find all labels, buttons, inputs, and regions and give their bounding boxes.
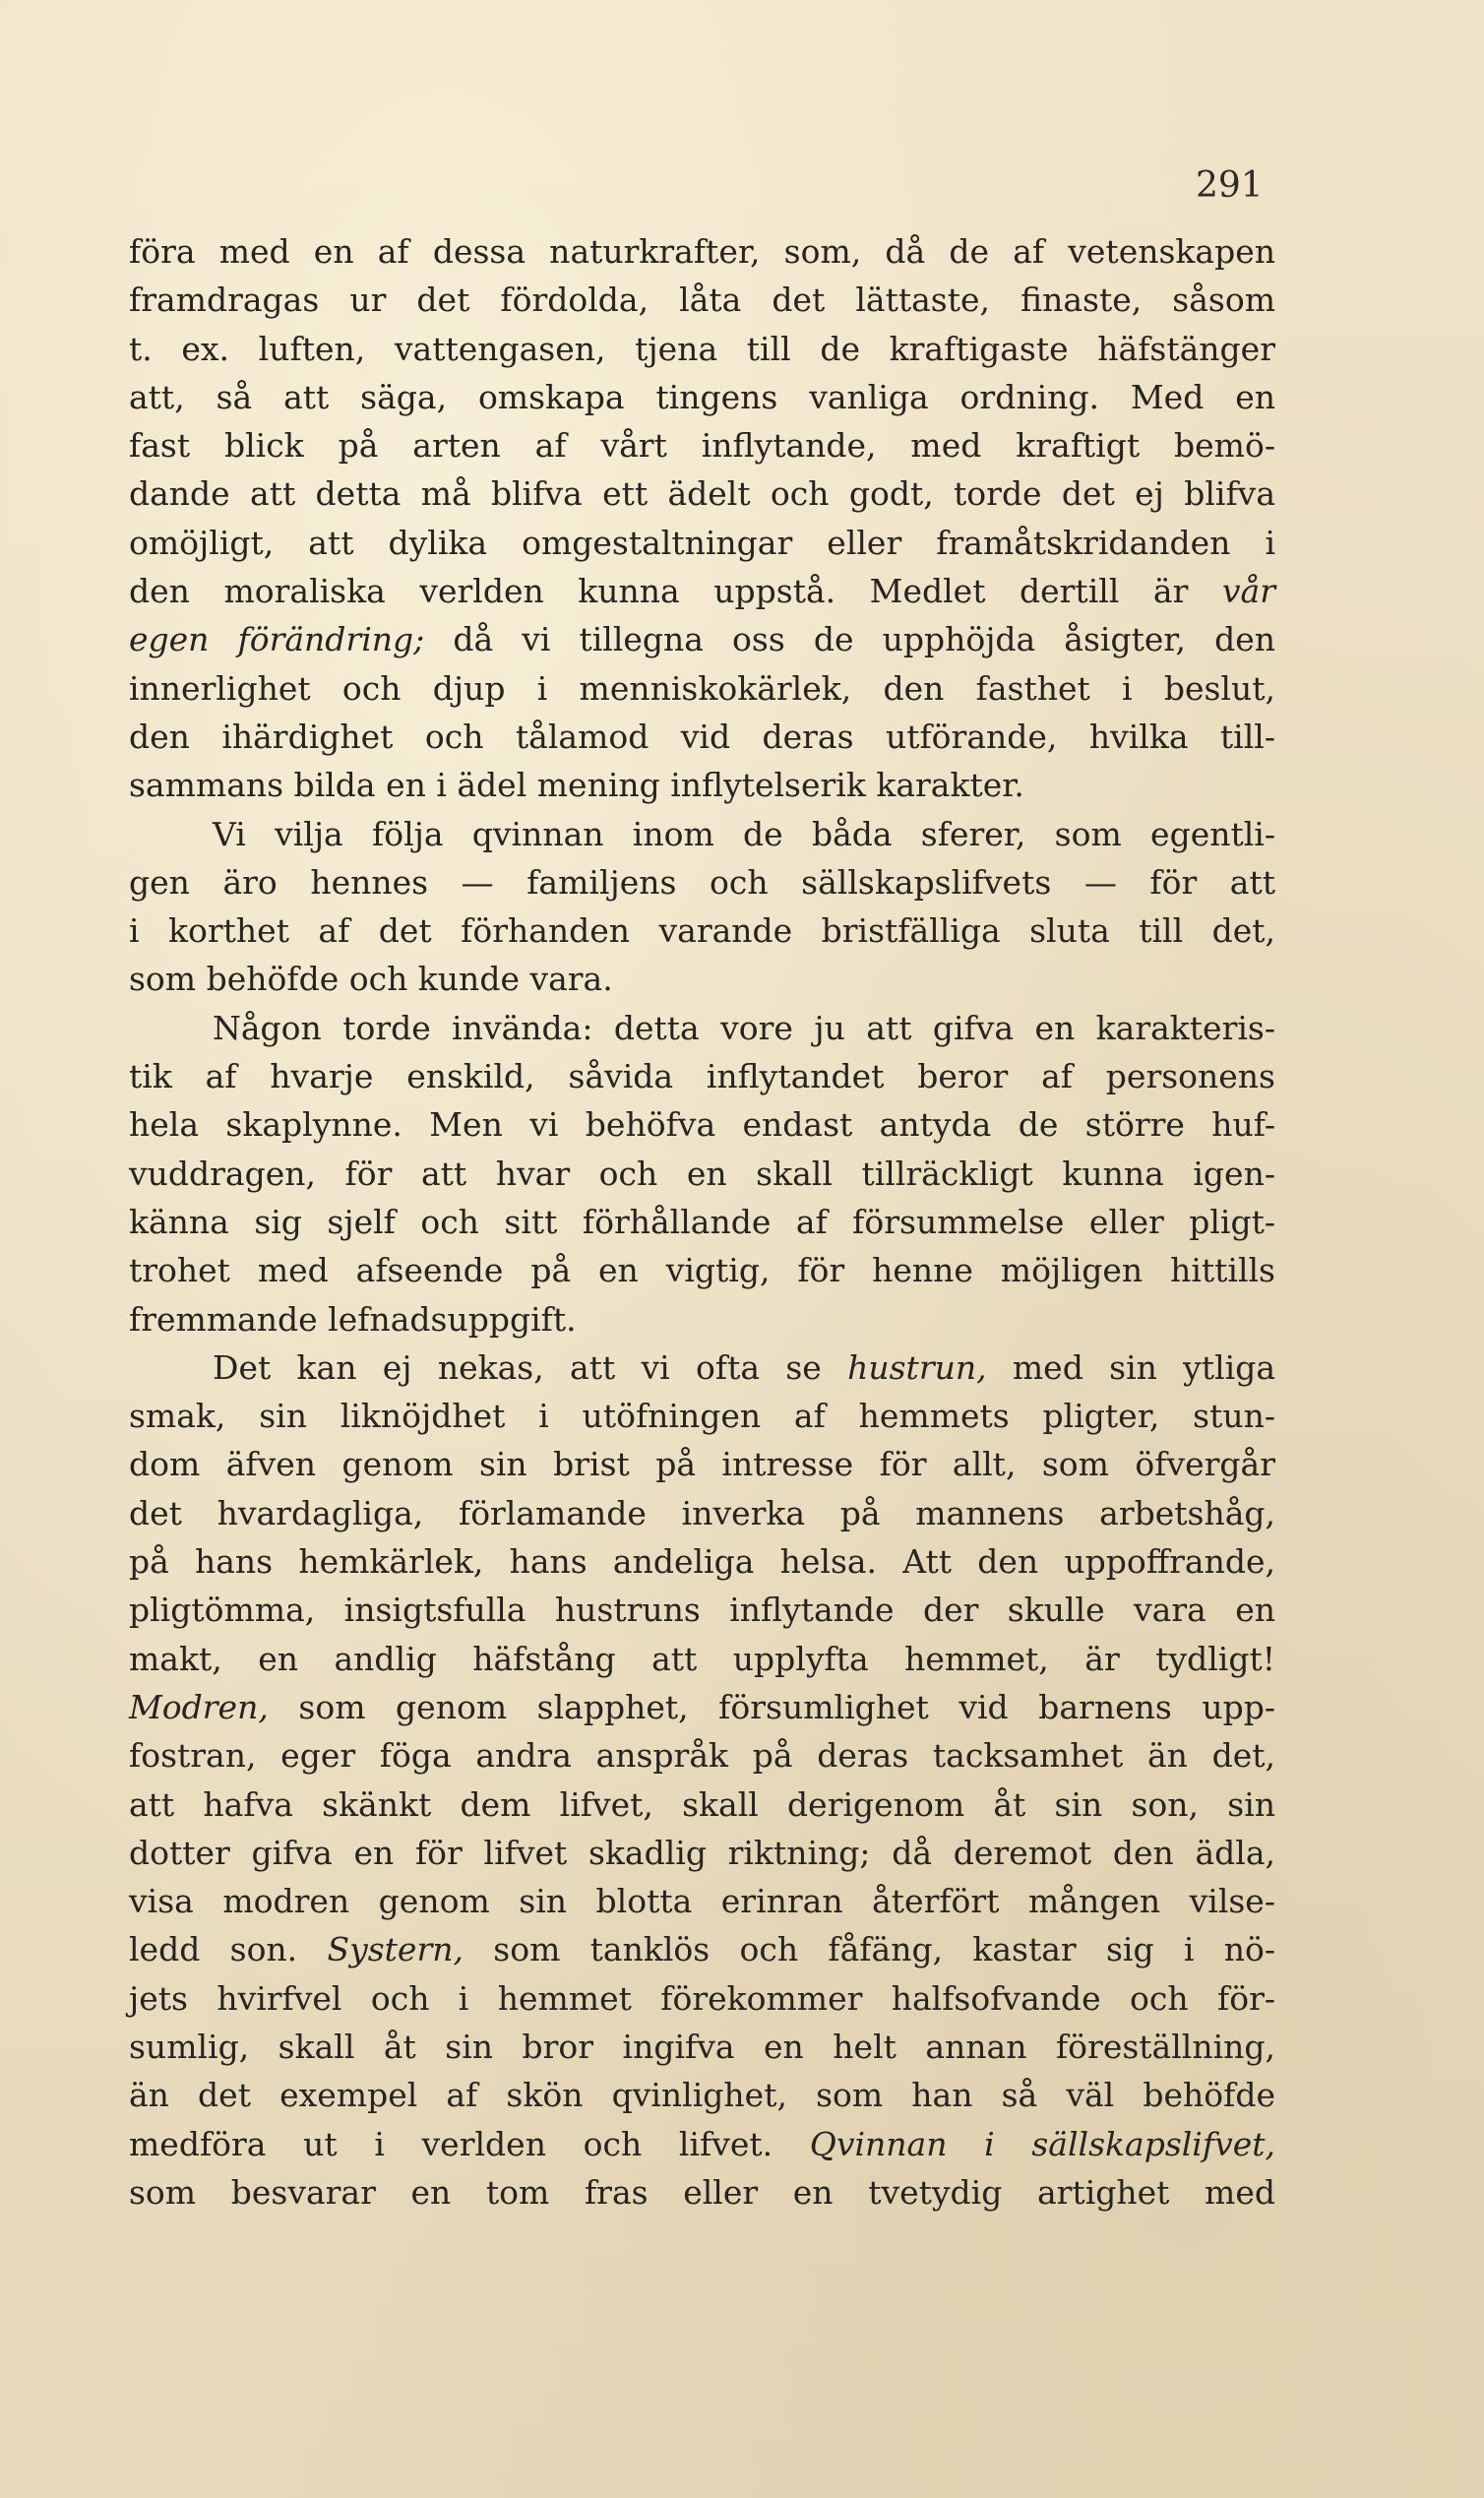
- text-line: Någon torde invända: detta vore ju att gifva en karakteris-: [213, 1008, 1275, 1047]
- text-line: att, så att säga, omskapa tingens vanliga ordning. Med en: [129, 377, 1275, 416]
- text-line: känna sig sjelf och sitt förhållande af försummelse eller pligt-: [129, 1202, 1275, 1241]
- text-line: gen äro hennes — familjens och sällskapslifvets — för att: [129, 862, 1275, 902]
- text-line: på hans hemkärlek, hans andeliga helsa. Att den uppoffrande,: [129, 1542, 1275, 1582]
- text-line: den moraliska verlden kunna uppstå. Medlet dertill är vår: [129, 572, 1275, 611]
- text-line: makt, en andlig häfstång att upplyfta hemmet, är tydligt!: [129, 1639, 1275, 1678]
- text-line: t. ex. luften, vattengasen, tjena till de kraftigaste häfstänger: [129, 329, 1275, 368]
- text-line: omöjligt, att dylika omgestaltningar eller framåtskridanden i: [129, 523, 1275, 562]
- text-line: som besvarar en tom fras eller en tvetydig artighet med: [129, 2172, 1275, 2212]
- text-line: jets hvirfvel och i hemmet förekommer halfsofvande och för-: [129, 1978, 1275, 2018]
- emphasis: vår: [1221, 572, 1275, 611]
- text-line: vuddragen, för att hvar och en skall tillräckligt kunna igen-: [129, 1154, 1275, 1193]
- text-line: pligtömma, insigtsfulla hustruns inflytande der skulle vara en: [129, 1591, 1275, 1630]
- text-line: egen förändring; då vi tillegna oss de upphöjda åsigter, den: [129, 620, 1275, 659]
- text-line: än det exempel af skön qvinlighet, som han så väl behöfde: [129, 2076, 1275, 2115]
- body-text: [129, 227, 1275, 2217]
- text-line: dotter gifva en för lifvet skadlig riktning; då deremot den ädla,: [129, 1833, 1275, 1872]
- text-line: fast blick på arten af vårt inflytande, med kraftigt bemö-: [129, 426, 1275, 466]
- text-line: ledd son. Systern, som tanklös och fåfäng, kastar sig i nö-: [129, 1930, 1276, 1969]
- page-number: 291: [1196, 165, 1264, 206]
- text-line: smak, sin liknöjdhet i utöfningen af hemmets pligter, stun-: [129, 1397, 1275, 1436]
- emphasis: egen förändring;: [129, 620, 425, 659]
- text-line: Vi vilja följa qvinnan inom de båda sferer, som egentli-: [213, 814, 1275, 853]
- text-line: dande att detta må blifva ett ädelt och godt, torde det ej blifva: [129, 474, 1275, 514]
- text-line: sammans bilda en i ädel mening inflytelserik karakter.: [129, 766, 1024, 805]
- emphasis: Modren,: [129, 1687, 269, 1726]
- text-line: dom äfven genom sin brist på intresse för allt, som öfvergår: [129, 1445, 1275, 1484]
- text-line: hela skaplynne. Men vi behöfva endast antyda de större huf-: [129, 1105, 1275, 1145]
- text-line: framdragas ur det fördolda, låta det lättaste, finaste, såsom: [129, 281, 1275, 320]
- text-line: den ihärdighet och tålamod vid deras utförande, hvilka till-: [129, 717, 1275, 756]
- text-line: det hvardagliga, förlamande inverka på mannens arbetshåg,: [129, 1493, 1275, 1532]
- text-line: Modren, som genom slapphet, försumlighet vid barnens upp-: [129, 1687, 1275, 1726]
- text-line: visa modren genom sin blotta erinran återfört mången vilse-: [129, 1882, 1275, 1921]
- text-line: sumlig, skall åt sin bror ingifva en helt annan föreställning,: [129, 2027, 1275, 2066]
- text-line: fremmande lefnadsuppgift.: [129, 1299, 577, 1339]
- text-line: fostran, eger föga andra anspråk på deras tacksamhet än det,: [129, 1736, 1275, 1776]
- text-line: medföra ut i verlden och lifvet. Qvinnan i sällskapslifvet,: [129, 2124, 1275, 2163]
- text-line: i korthet af det förhanden varande bristfälliga sluta till det,: [129, 911, 1275, 951]
- emphasis: hustrun,: [847, 1347, 987, 1387]
- emphasis: Systern,: [327, 1930, 464, 1969]
- text-line: att hafva skänkt dem lifvet, skall derigenom åt sin son, sin: [129, 1784, 1275, 1824]
- text-line: som behöfde och kunde vara.: [129, 960, 613, 999]
- text-line: Det kan ej nekas, att vi ofta se hustrun, med sin ytliga: [213, 1347, 1275, 1387]
- text-line: innerlighet och djup i menniskokärlek, den fasthet i beslut,: [129, 668, 1275, 708]
- text-line: tik af hvarje enskild, såvida inflytandet beror af personens: [129, 1057, 1275, 1096]
- emphasis: Qvinnan i sällskapslifvet,: [809, 2124, 1275, 2163]
- text-line: föra med en af dessa naturkrafter, som, då de af vetenskapen: [129, 232, 1275, 271]
- text-line: trohet med afseende på en vigtig, för henne möjligen hittills: [129, 1251, 1275, 1290]
